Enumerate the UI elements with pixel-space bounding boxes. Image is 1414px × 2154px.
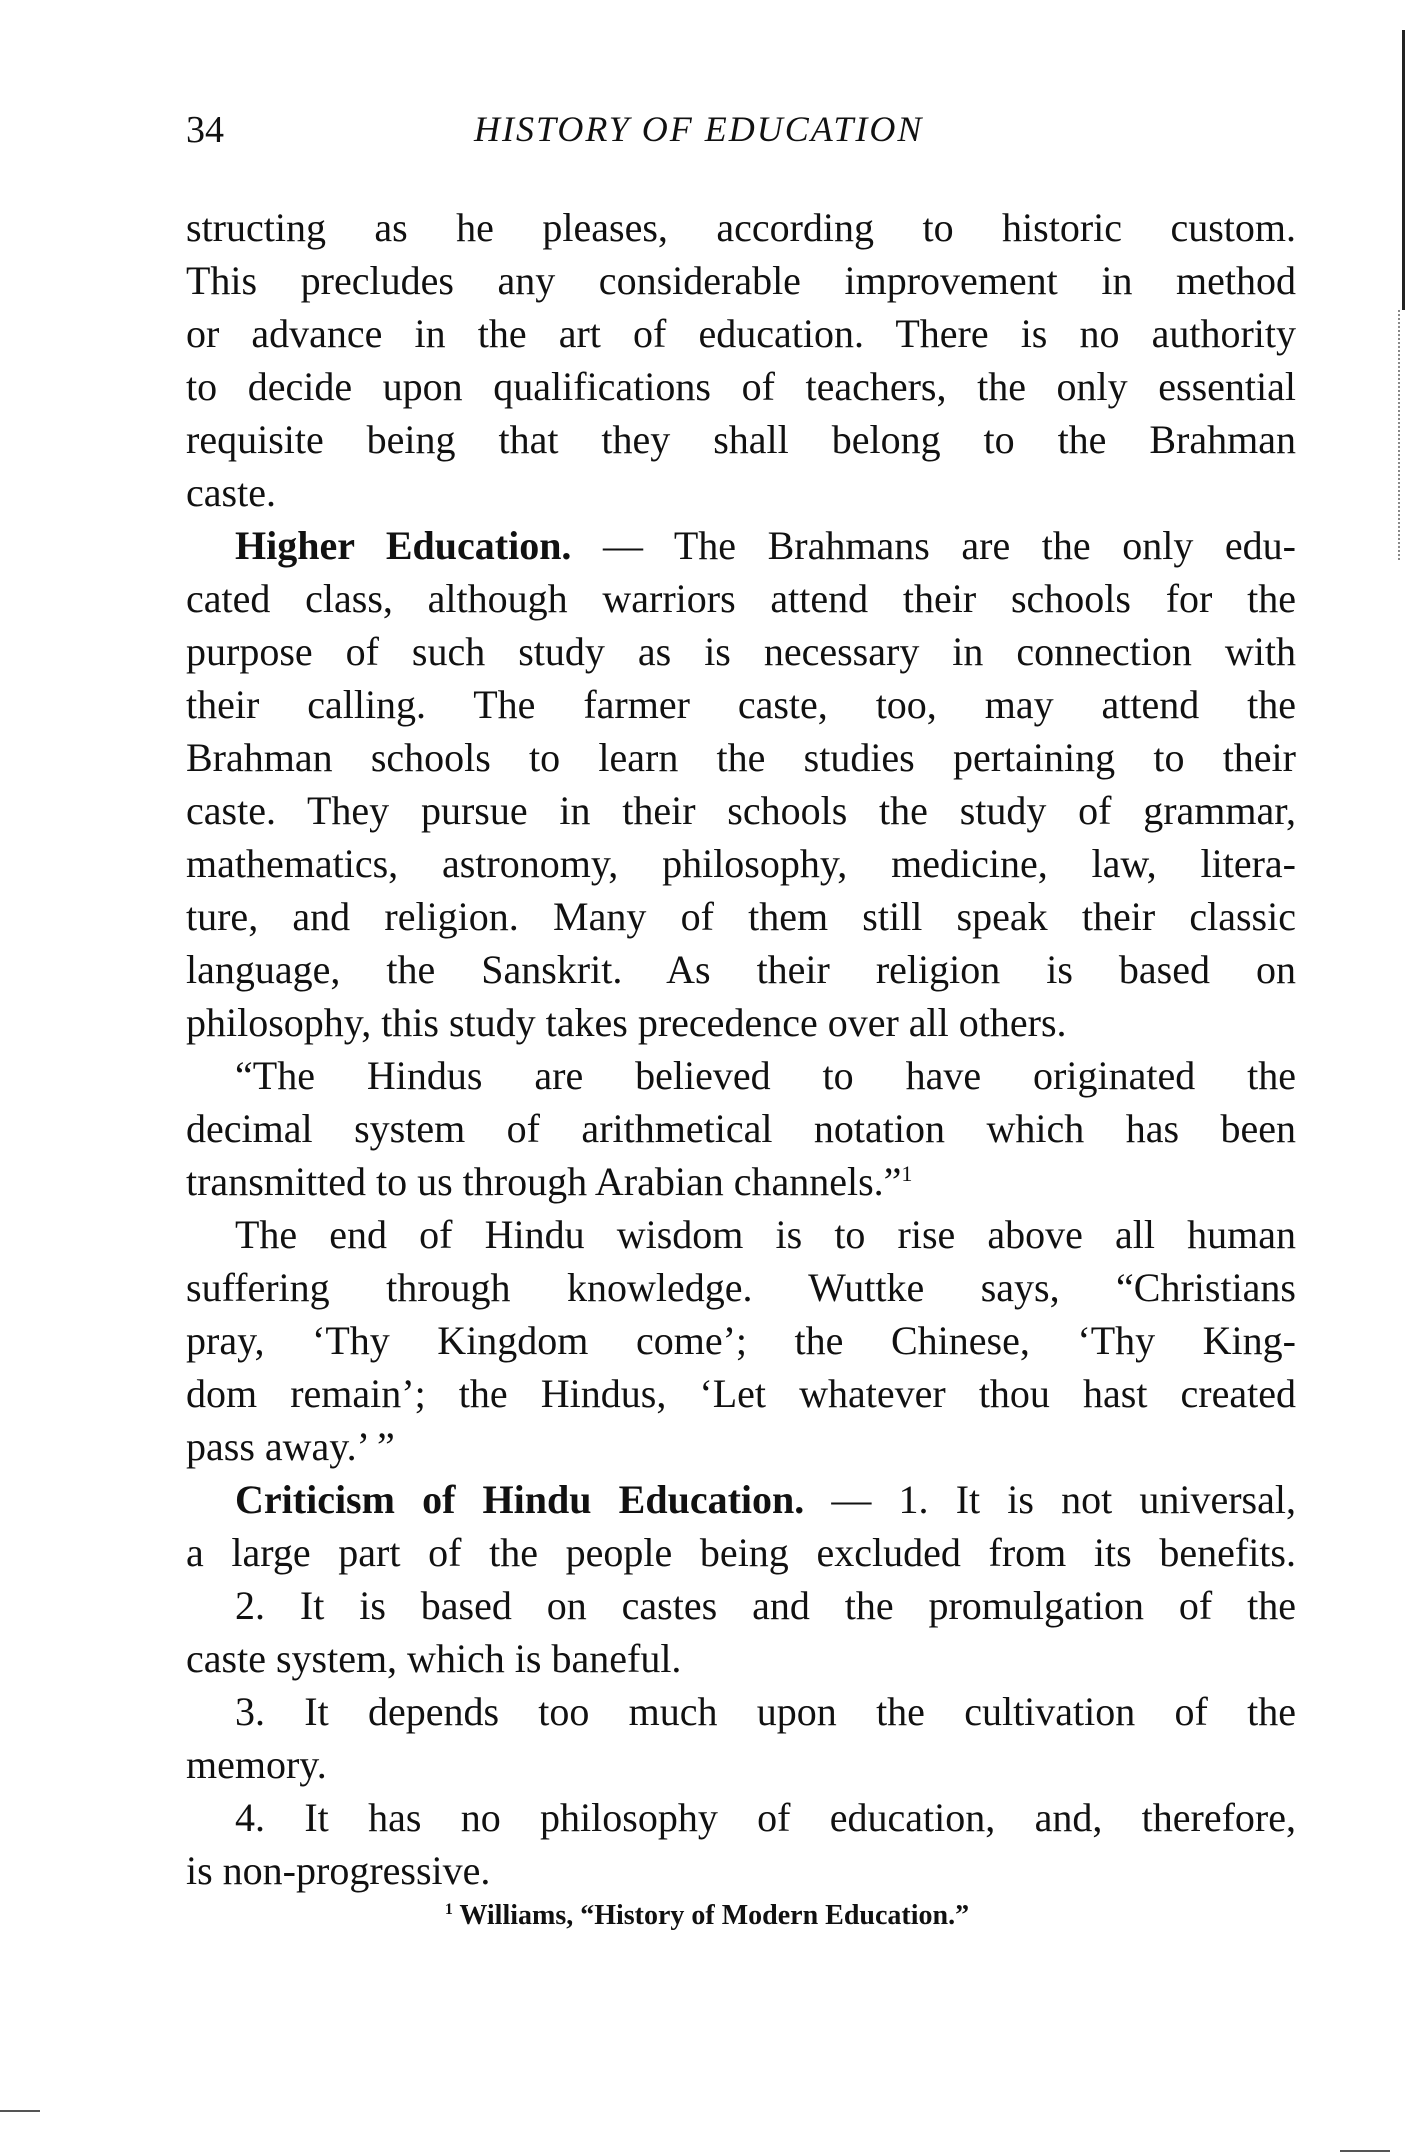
list-item-4: 4. It has no philosophy of education, and, therefore, [235, 1795, 1296, 1840]
text-line: mathematics, astronomy, philosophy, medicine, law, litera- [186, 841, 1296, 886]
text-line: pass away.’ ” [186, 1424, 395, 1469]
text-line: philosophy, this study takes precedence over all others. [186, 1000, 1067, 1045]
footnote [0, 1900, 1414, 1932]
footnote-marker: 1 [444, 1901, 453, 1918]
text-line: pray, ‘Thy Kingdom come’; the Chinese, ‘Thy King- [186, 1318, 1296, 1363]
text-line: decimal system of arithmetical notation which has been [186, 1106, 1296, 1151]
list-item-2: 2. It is based on castes and the promulgation of the [235, 1583, 1296, 1628]
text-line: cated class, although warriors attend their schools for the [186, 576, 1296, 621]
text-line: language, the Sanskrit. As their religion is based on [186, 947, 1296, 992]
text-line: suffering through knowledge. Wuttke says, “Christians [186, 1265, 1296, 1310]
text-line: transmitted to us through Arabian channels.”$^1$ [186, 1159, 913, 1204]
section-heading-line: Higher Education. — The Brahmans are the only edu- [235, 523, 1296, 568]
text-line: Brahman schools to learn the studies pertaining to their [186, 735, 1296, 780]
text-line: is non-progressive. [186, 1848, 491, 1893]
page-number: 34 [186, 109, 224, 151]
section-heading-criticism: Criticism of Hindu Education. [235, 1477, 805, 1522]
running-header [186, 108, 1296, 158]
section-heading-line: Criticism of Hindu Education. — 1. It is not universal, [235, 1477, 1296, 1522]
text-line: their calling. The farmer caste, too, may attend the [186, 682, 1296, 727]
text-line: a large part of the people being excluded from its benefits. [186, 1530, 1296, 1575]
footnote-reference[interactable]: 1 [901, 1161, 913, 1186]
footnote-text: Williams, “History of Modern Education.” [459, 1900, 970, 1931]
text-line: caste. They pursue in their schools the study of grammar, [186, 788, 1296, 833]
text-line: purpose of such study as is necessary in connection with [186, 629, 1296, 674]
text-line: The end of Hindu wisdom is to rise above all human [235, 1212, 1296, 1257]
section-heading-higher-education: Higher Education. [235, 523, 572, 568]
text-line: caste system, which is baneful. [186, 1636, 682, 1681]
scan-mark [1340, 2150, 1390, 2152]
text-line: to decide upon qualifications of teachers, the only essential [186, 364, 1296, 409]
text-line: ture, and religion. Many of them still speak their classic [186, 894, 1296, 939]
scan-mark [0, 2110, 40, 2112]
text-line: dom remain’; the Hindus, ‘Let whatever thou hast created [186, 1371, 1296, 1416]
text-line: “The Hindus are believed to have originated the [235, 1053, 1296, 1098]
page-edge-scan-artifact [1402, 30, 1405, 310]
running-title: HISTORY OF EDUCATION [474, 109, 924, 149]
text-line: This precludes any considerable improvement in method [186, 258, 1296, 303]
text-line: or advance in the art of education. There is no authority [186, 311, 1296, 356]
list-item-3: 3. It depends too much upon the cultivation of the [235, 1689, 1296, 1734]
text-line: structing as he pleases, according to historic custom. [186, 205, 1296, 250]
text-line: memory. [186, 1742, 327, 1787]
page-edge-specks [1398, 310, 1402, 560]
text-line: caste. [186, 470, 276, 515]
text-line: requisite being that they shall belong to the Brahman [186, 417, 1296, 462]
